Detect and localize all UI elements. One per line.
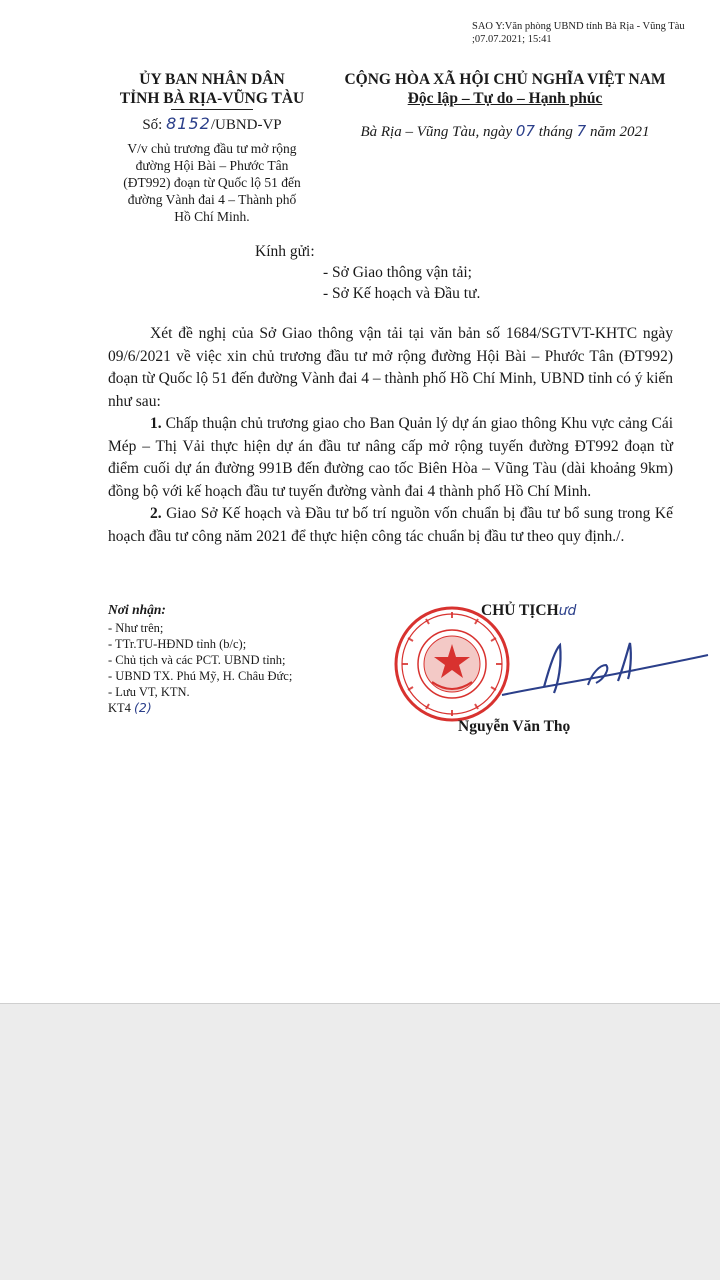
signature-icon	[500, 635, 710, 710]
subject-line: (ĐT992) đoạn từ Quốc lộ 51 đến	[123, 175, 301, 190]
subject-line: V/v chủ trương đầu tư mở rộng	[127, 141, 297, 156]
viewer-background	[0, 1004, 720, 1280]
signer-name: Nguyễn Văn Thọ	[458, 718, 571, 735]
recipient-item: - UBND TX. Phú Mỹ, H. Châu Đức;	[108, 669, 293, 683]
nation-name: CỘNG HÒA XÃ HỘI CHỦ NGHĨA VIỆT NAM	[344, 71, 666, 88]
subject-line: đường Hội Bài – Phước Tân	[135, 158, 289, 173]
code-handwritten: (2)	[134, 700, 152, 715]
greeting-label: Kính gửi:	[255, 243, 315, 260]
national-header	[330, 70, 680, 141]
item-1-text: Chấp thuận chủ trương giao cho Ban Quản lý dự án giao thông Khu vực cảng Cái Mép – Thị Vải thực hiện dự án đầu tư nâng cấp mở rộng tuyến đường ĐT992 đoạn từ điểm cuối dự án đường 991B đến đường cao tốc Biên Hòa – Vũng Tàu (dài khoảng 9km) đồng bộ với kế hoạch đầu tư tuyến đường vành đai 4 thành phố Hồ Chí Minh.	[108, 415, 674, 500]
doc-no-handwritten: 8152	[166, 114, 211, 133]
subject-line: Hồ Chí Minh.	[174, 209, 250, 224]
document-body	[108, 323, 673, 548]
item-1-number: 1.	[150, 415, 162, 432]
recipient-item: - TTr.TU-HĐND tỉnh (b/c);	[108, 637, 247, 651]
signer-title-text: CHỦ TỊCH	[481, 602, 559, 619]
issuer-line2: TỈNH BÀ RỊA-VŨNG TÀU	[119, 90, 305, 107]
recipient-code	[108, 700, 348, 716]
issuer-header	[96, 70, 328, 225]
recipient-item: - Như trên;	[108, 621, 164, 635]
copy-stamp-line1: SAO Y:Văn phòng UBND tỉnh Bà Rịa - Vũng Tàu	[472, 21, 685, 32]
date-year: năm 2021	[589, 124, 650, 140]
date-day: 07	[515, 122, 535, 140]
greeting-recipient: - Sở Kế hoạch và Đầu tư.	[323, 285, 481, 302]
body-item-2	[108, 503, 673, 548]
item-2-number: 2.	[150, 505, 162, 522]
document-number	[96, 114, 328, 134]
copy-stamp	[472, 20, 712, 46]
motto: Độc lập – Tự do – Hạnh phúc	[407, 90, 603, 107]
recipients-list	[108, 602, 348, 716]
greeting-recipient: - Sở Giao thông vận tải;	[323, 264, 472, 281]
issuer-line1: ỦY BAN NHÂN DÂN	[139, 71, 285, 88]
date-place: Bà Rịa – Vũng Tàu, ngày	[360, 124, 513, 140]
copy-stamp-line2: ;07.07.2021; 15:41	[472, 34, 552, 45]
date-month-label: tháng	[538, 124, 573, 140]
code-text: KT4	[108, 701, 131, 715]
item-2-text: Giao Sở Kế hoạch và Đầu tư bố trí nguồn vốn chuẩn bị đầu tư bổ sung trong Kế hoạch đầu tư công năm 2021 để thực hiện công tác chuẩn bị đầu tư theo quy định./.	[108, 505, 673, 545]
official-seal-icon	[392, 604, 512, 724]
subject	[96, 140, 328, 225]
recipient-item: - Lưu VT, KTN.	[108, 685, 190, 699]
doc-no-suffix: /UBND-VP	[210, 117, 282, 133]
date-month: 7	[576, 122, 587, 140]
subject-line: đường Vành đai 4 – Thành phố	[127, 192, 297, 207]
signer-title-handwritten: ưd	[558, 603, 577, 619]
body-intro: Xét đề nghị của Sở Giao thông vận tải tại văn bản số 1684/SGTVT-KHTC ngày 09/6/2021 về việc xin chủ trương đầu tư mở rộng đường Hội Bài – Phước Tân (ĐT992) đoạn từ Quốc lộ 51 đến đường Vành đai 4 – thành phố Hồ Chí Minh, UBND tỉnh có ý kiến như sau:	[108, 325, 674, 410]
body-item-1	[108, 413, 673, 503]
date-line	[330, 122, 680, 141]
recipients-title: Nơi nhận:	[108, 602, 166, 617]
signer-title	[481, 602, 576, 620]
doc-no-prefix: Số:	[142, 117, 163, 133]
issuer-divider	[171, 109, 253, 110]
recipient-item: - Chủ tịch và các PCT. UBND tỉnh;	[108, 653, 286, 667]
